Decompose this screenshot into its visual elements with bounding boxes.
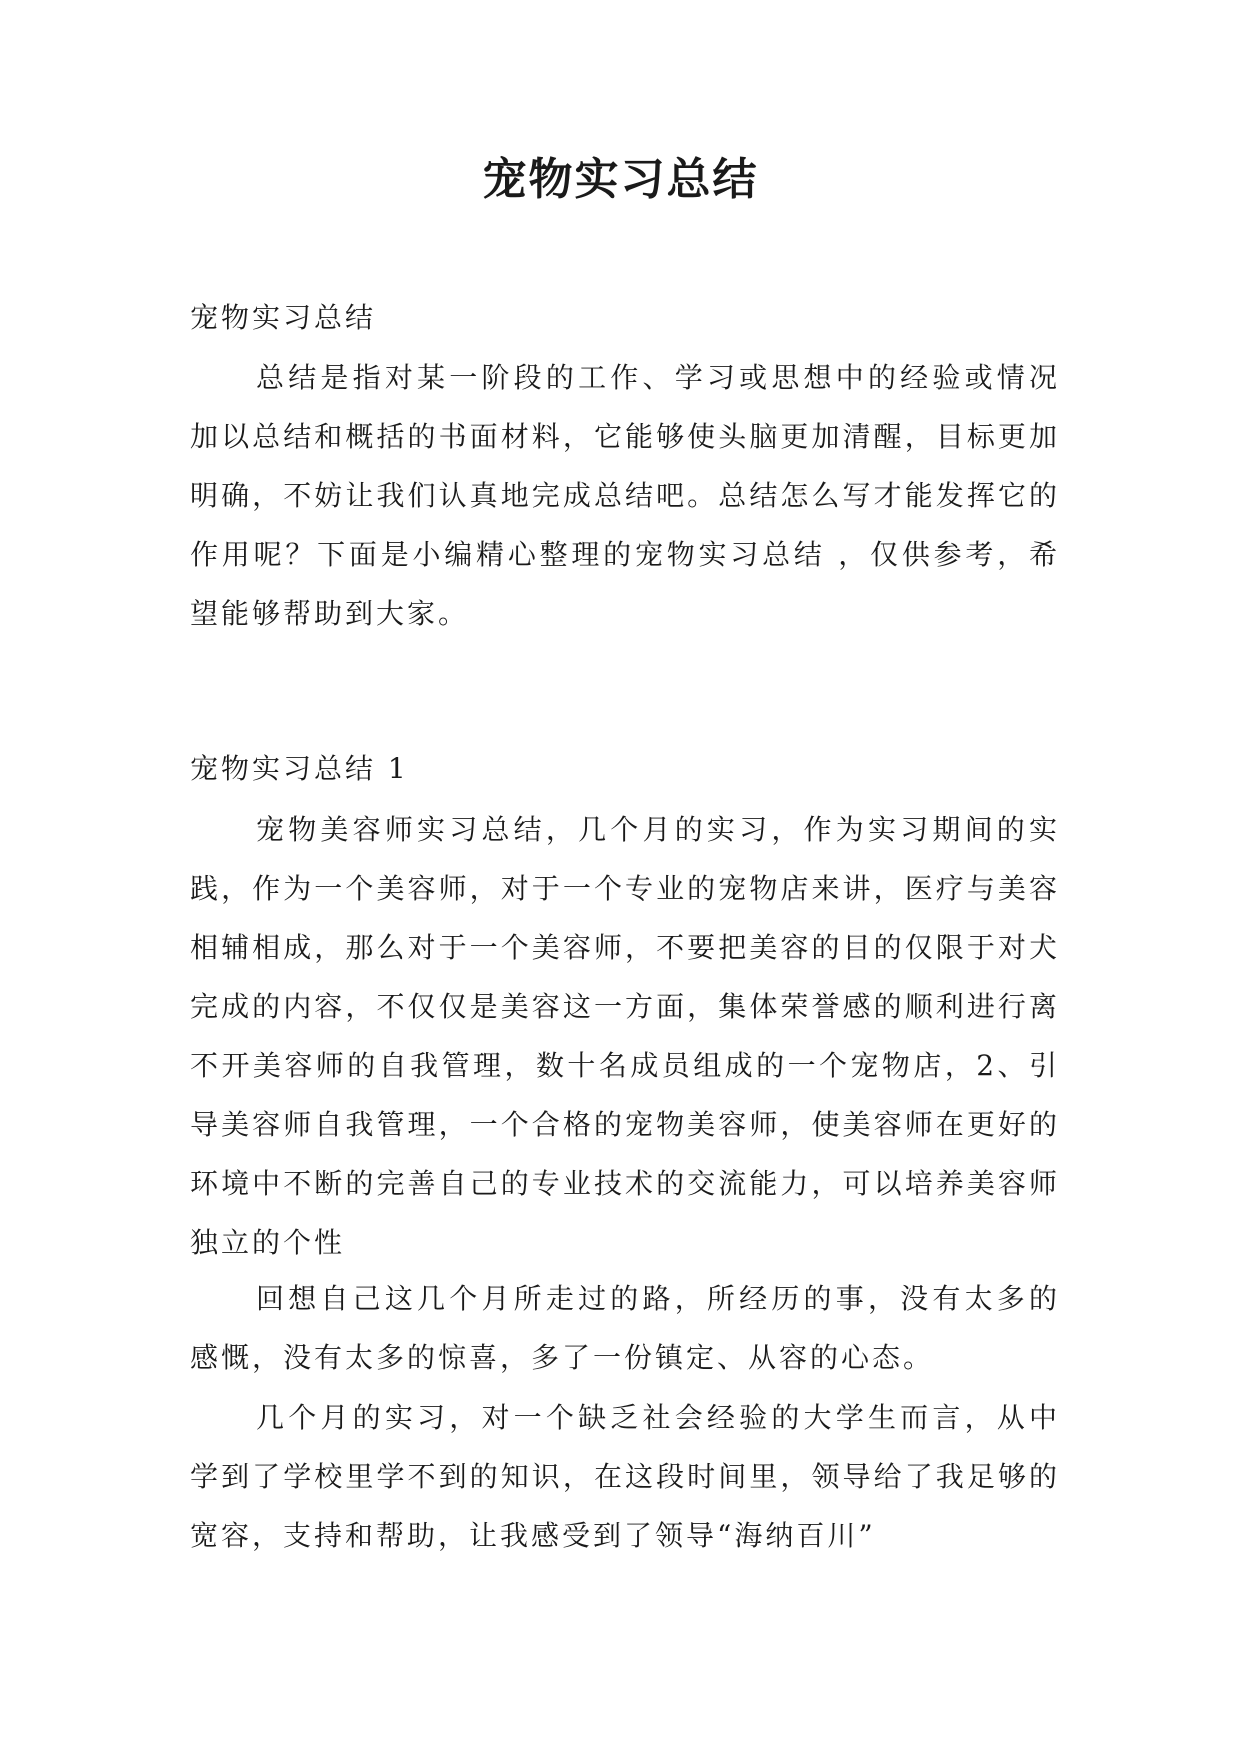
section-heading: 宠物实习总结 1 <box>190 752 409 785</box>
section-paragraph: 回想自己这几个月所走过的路，所经历的事，没有太多的感慨，没有太多的惊喜，多了一份镇定、从容的心态。 <box>190 1282 1060 1374</box>
intro-paragraph: 总结是指对某一阶段的工作、学习或思想中的经验或情况加以总结和概括的书面材料，它能够使头脑更加清醒，目标更加明确，不妨让我们认真地完成总结吧。总结怎么写才能发挥它的作用呢？下面是小编精心整理的宠物实习总结 ，仅供参考，希望能够帮助到大家。 <box>190 361 1060 630</box>
document-title: 宠物实习总结 <box>482 154 759 205</box>
document-subtitle: 宠物实习总结 <box>190 301 377 334</box>
section-paragraph: 几个月的实习，对一个缺乏社会经验的大学生而言，从中学到了学校里学不到的知识，在这段时间里，领导给了我足够的宽容，支持和帮助，让我感受到了领导“海纳百川” <box>190 1401 1060 1552</box>
section-paragraph: 宠物美容师实习总结，几个月的实习，作为实习期间的实践，作为一个美容师，对于一个专业的宠物店来讲，医疗与美容相辅相成，那么对于一个美容师，不要把美容的目的仅限于对犬完成的内容，不仅仅是美容这一方面，集体荣誉感的顺利进行离不开美容师的自我管理，数十名成员组成的一个宠物店，2、引导美容师自我管理，一个合格的宠物美容师，使美容师在更好的环境中不断的完善自己的专业技术的交流能力，可以培养美容师独立的个性 <box>190 813 1060 1259</box>
